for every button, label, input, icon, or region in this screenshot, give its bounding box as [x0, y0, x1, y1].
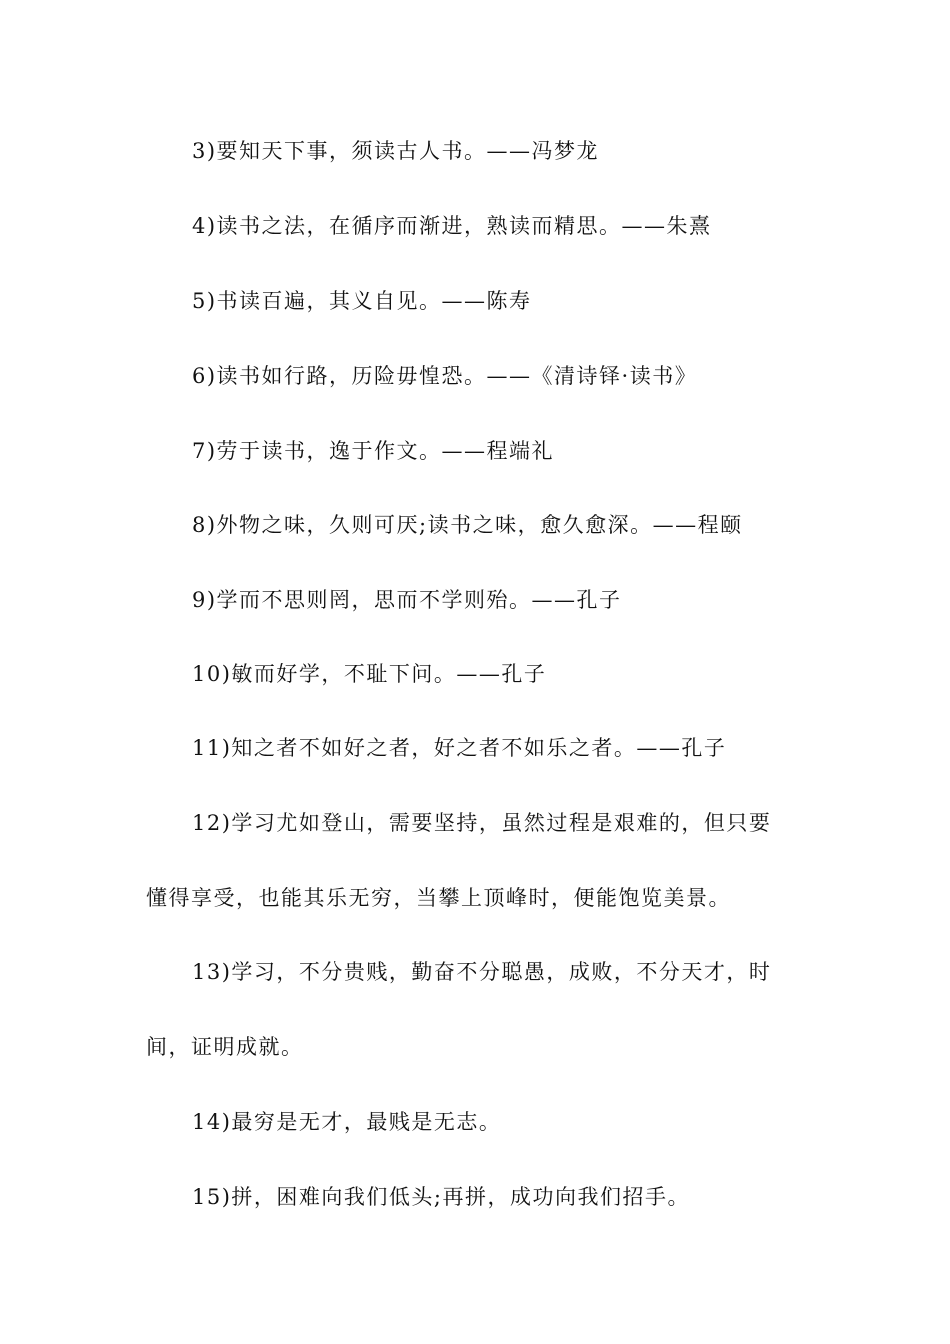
quote-line-3: 3)要知天下事，须读古人书。——冯梦龙 [192, 139, 600, 163]
quote-line-11: 11)知之者不如好之者，好之者不如乐之者。——孔子 [192, 736, 727, 760]
quote-line-13-part2: 间，证明成就。 [146, 1035, 304, 1059]
quote-line-13-part1: 13)学习，不分贵贱，勤奋不分聪愚，成败，不分天才，时 [192, 960, 772, 984]
quote-line-9: 9)学而不思则罔，思而不学则殆。——孔子 [192, 588, 622, 612]
quote-line-4: 4)读书之法，在循序而渐进，熟读而精思。——朱熹 [192, 214, 712, 238]
quote-line-7: 7)劳于读书，逸于作文。——程端礼 [192, 439, 555, 463]
quote-line-5: 5)书读百遍，其义自见。——陈寿 [192, 289, 532, 313]
quote-line-12-part1: 12)学习尤如登山，需要坚持，虽然过程是艰难的，但只要 [192, 811, 772, 835]
quote-line-8: 8)外物之味，久则可厌;读书之味，愈久愈深。——程颐 [192, 513, 743, 537]
quote-line-10: 10)敏而好学，不耻下问。——孔子 [192, 662, 547, 686]
quote-line-12-part2: 懂得享受，也能其乐无穷，当攀上顶峰时，便能饱览美景。 [146, 886, 731, 910]
quote-line-15: 15)拼，困难向我们低头;再拼，成功向我们招手。 [192, 1185, 690, 1209]
quote-line-6: 6)读书如行路，历险毋惶恐。——《清诗铎·读书》 [192, 364, 698, 388]
quote-line-14: 14)最穷是无才，最贱是无志。 [192, 1110, 502, 1134]
